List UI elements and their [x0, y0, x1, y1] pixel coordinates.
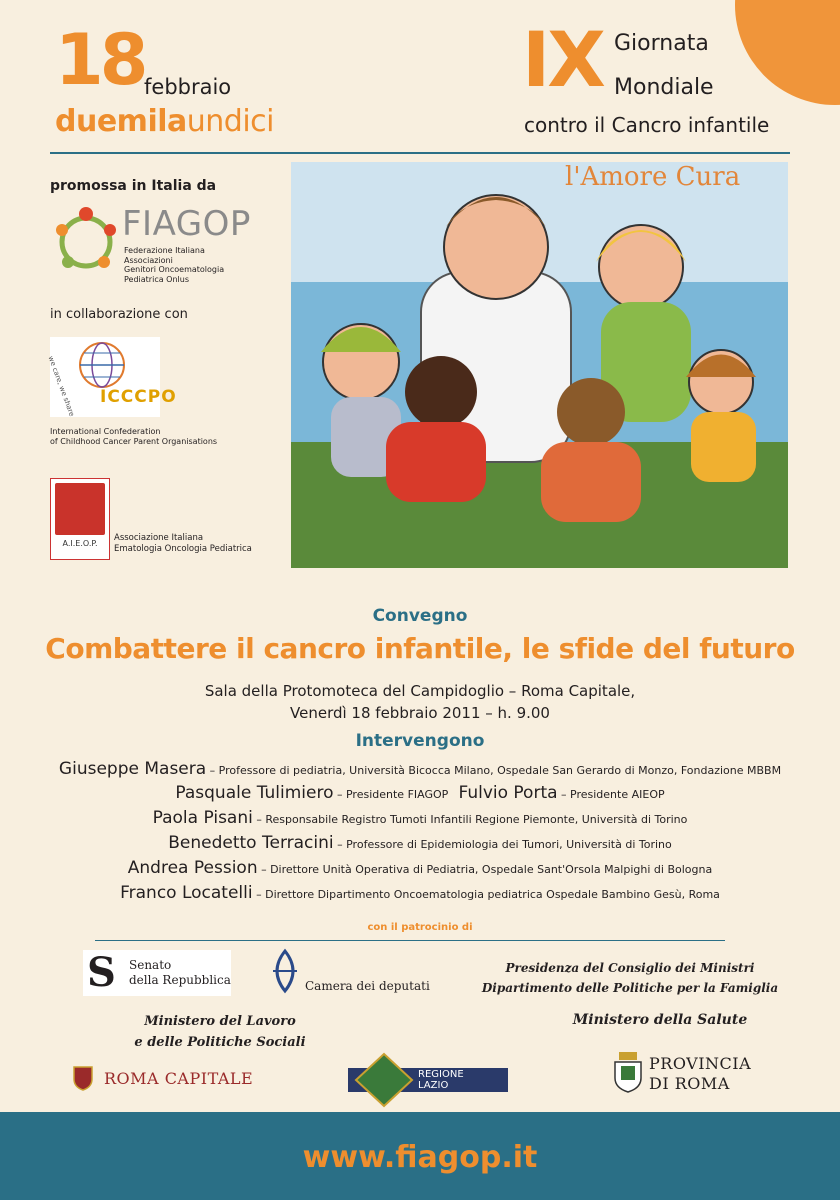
illustration	[291, 162, 788, 568]
fiagop-desc-2: Genitori Oncoematologia	[124, 265, 225, 274]
speaker-row	[0, 781, 840, 807]
illustration-caption: l'Amore Cura	[565, 162, 741, 192]
aieop-caption	[114, 533, 252, 555]
patronage-divider	[95, 940, 725, 941]
lavoro-logo	[110, 1011, 330, 1053]
aieop-desc-1: Associazione Italiana	[114, 533, 204, 543]
camera-emblem-icon	[265, 947, 305, 995]
speakers-label: Intervengono	[355, 731, 485, 751]
camera-name: Camera dei deputati	[305, 979, 430, 993]
provincia-line2: DI ROMA	[649, 1074, 730, 1093]
senato-logo	[83, 950, 231, 996]
iccpo-caption	[50, 427, 217, 447]
fiagop-emblem-icon	[50, 202, 122, 280]
speaker-role: – Presidente AIEOP	[557, 788, 665, 801]
date-day: 18	[55, 19, 145, 101]
speaker-role: – Responsabile Registro Tumoti Infantili Regione Piemonte, Università di Torino	[252, 813, 688, 826]
aieop-logo	[50, 478, 110, 560]
iccpo-tagline: we care, we share	[46, 355, 76, 418]
speaker-row	[0, 881, 840, 907]
corner-decoration	[735, 0, 840, 105]
iccpo-name: ICCCPO	[100, 387, 177, 407]
speaker-row	[0, 831, 840, 857]
speaker-name: Giuseppe Masera	[58, 759, 207, 779]
date-month: febbraio	[144, 75, 232, 99]
conference-label: Convegno	[372, 606, 468, 626]
speaker-name: Pasquale Tulimiero	[175, 783, 334, 803]
website-link[interactable]: www.fiagop.it	[302, 1140, 538, 1175]
roma-shield-icon	[72, 1065, 94, 1091]
patronage-label: con il patrocinio di	[367, 922, 473, 933]
conference-venue: Sala della Protomoteca del Campidoglio – Roma Capitale,	[204, 682, 636, 700]
speaker-name: Benedetto Terracini	[168, 833, 334, 853]
speaker-name: Andrea Pession	[127, 858, 258, 878]
presidenza-line2: Dipartimento delle Politiche per la Famiglia	[481, 981, 779, 995]
camera-logo	[265, 947, 445, 997]
roma-capitale-logo	[72, 1062, 272, 1092]
provincia-line1: PROVINCIA	[649, 1054, 752, 1073]
provincia-shield-icon	[613, 1050, 643, 1094]
date-year	[55, 103, 274, 141]
speaker-role: – Professore di Epidemiologia dei Tumori, Università di Torino	[333, 838, 672, 851]
fiagop-desc-1: Federazione Italiana Associazioni	[124, 246, 205, 265]
speaker-name: Franco Locatelli	[120, 883, 253, 903]
title-line1: Giornata	[614, 31, 709, 56]
fiagop-name: FIAGOP	[122, 204, 251, 244]
title-line3: contro il Cancro infantile	[524, 113, 770, 137]
speaker-role: – Direttore Dipartimento Oncoematologia pediatrica Ospedale Bambino Gesù, Roma	[252, 888, 720, 901]
presidenza-line1: Presidenza del Consiglio dei Ministri	[505, 961, 755, 975]
senato-line2: della Repubblica	[129, 973, 231, 987]
conference-datetime: Venerdì 18 febbraio 2011 – h. 9.00	[290, 704, 550, 722]
promoted-label: promossa in Italia da	[50, 178, 217, 194]
senato-emblem-icon: S	[87, 949, 116, 996]
aieop-desc-2: Ematologia Oncologia Pediatrica	[114, 544, 252, 554]
collab-label: in collaborazione con	[50, 307, 188, 322]
aieop-name: A.I.E.O.P.	[62, 539, 98, 548]
lavoro-line2: e delle Politiche Sociali	[134, 1035, 306, 1050]
doctor-children-illustration	[291, 162, 788, 568]
lavoro-line1: Ministero del Lavoro	[144, 1014, 296, 1029]
aieop-emblem-icon	[55, 483, 105, 535]
speaker-name: Fulvio Porta	[458, 783, 558, 803]
regione-lazio-logo	[348, 1052, 508, 1108]
header-divider	[50, 152, 790, 154]
iccpo-desc-1: International Confederation	[50, 427, 161, 436]
senato-line1: Senato	[129, 958, 172, 972]
iccpo-desc-2: of Childhood Cancer Parent Organisations	[50, 437, 218, 446]
edition-number: IX	[522, 15, 603, 104]
provincia-roma-logo	[613, 1048, 763, 1098]
title-line2: Mondiale	[614, 75, 714, 100]
speaker-role: – Presidente FIAGOP	[333, 788, 449, 801]
lazio-line1: REGIONE	[418, 1069, 464, 1080]
speaker-role: – Direttore Unità Operativa di Pediatria, Ospedale Sant'Orsola Malpighi di Bologna	[257, 863, 713, 876]
lazio-line2: LAZIO	[418, 1080, 449, 1091]
date-year-part2: undici	[186, 104, 274, 139]
fiagop-desc-3: Pediatrica Onlus	[124, 274, 189, 284]
iccpo-logo	[46, 337, 177, 418]
speaker-row	[0, 856, 840, 882]
fiagop-logo	[50, 202, 255, 284]
date-year-part1: duemila	[55, 104, 187, 139]
roma-name: ROMA CAPITALE	[104, 1069, 254, 1088]
speaker-row	[0, 757, 840, 783]
salute-logo: Ministero della Salute	[572, 1012, 748, 1028]
presidenza-logo	[455, 958, 805, 998]
speaker-role: – Professore di pediatria, Università Bicocca Milano, Ospedale San Gerardo di Monzo, Fondazione MBBM	[206, 764, 782, 777]
speaker-name: Paola Pisani	[152, 808, 253, 828]
conference-title: Combattere il cancro infantile, le sfide del futuro	[45, 632, 795, 665]
speaker-row	[0, 806, 840, 832]
